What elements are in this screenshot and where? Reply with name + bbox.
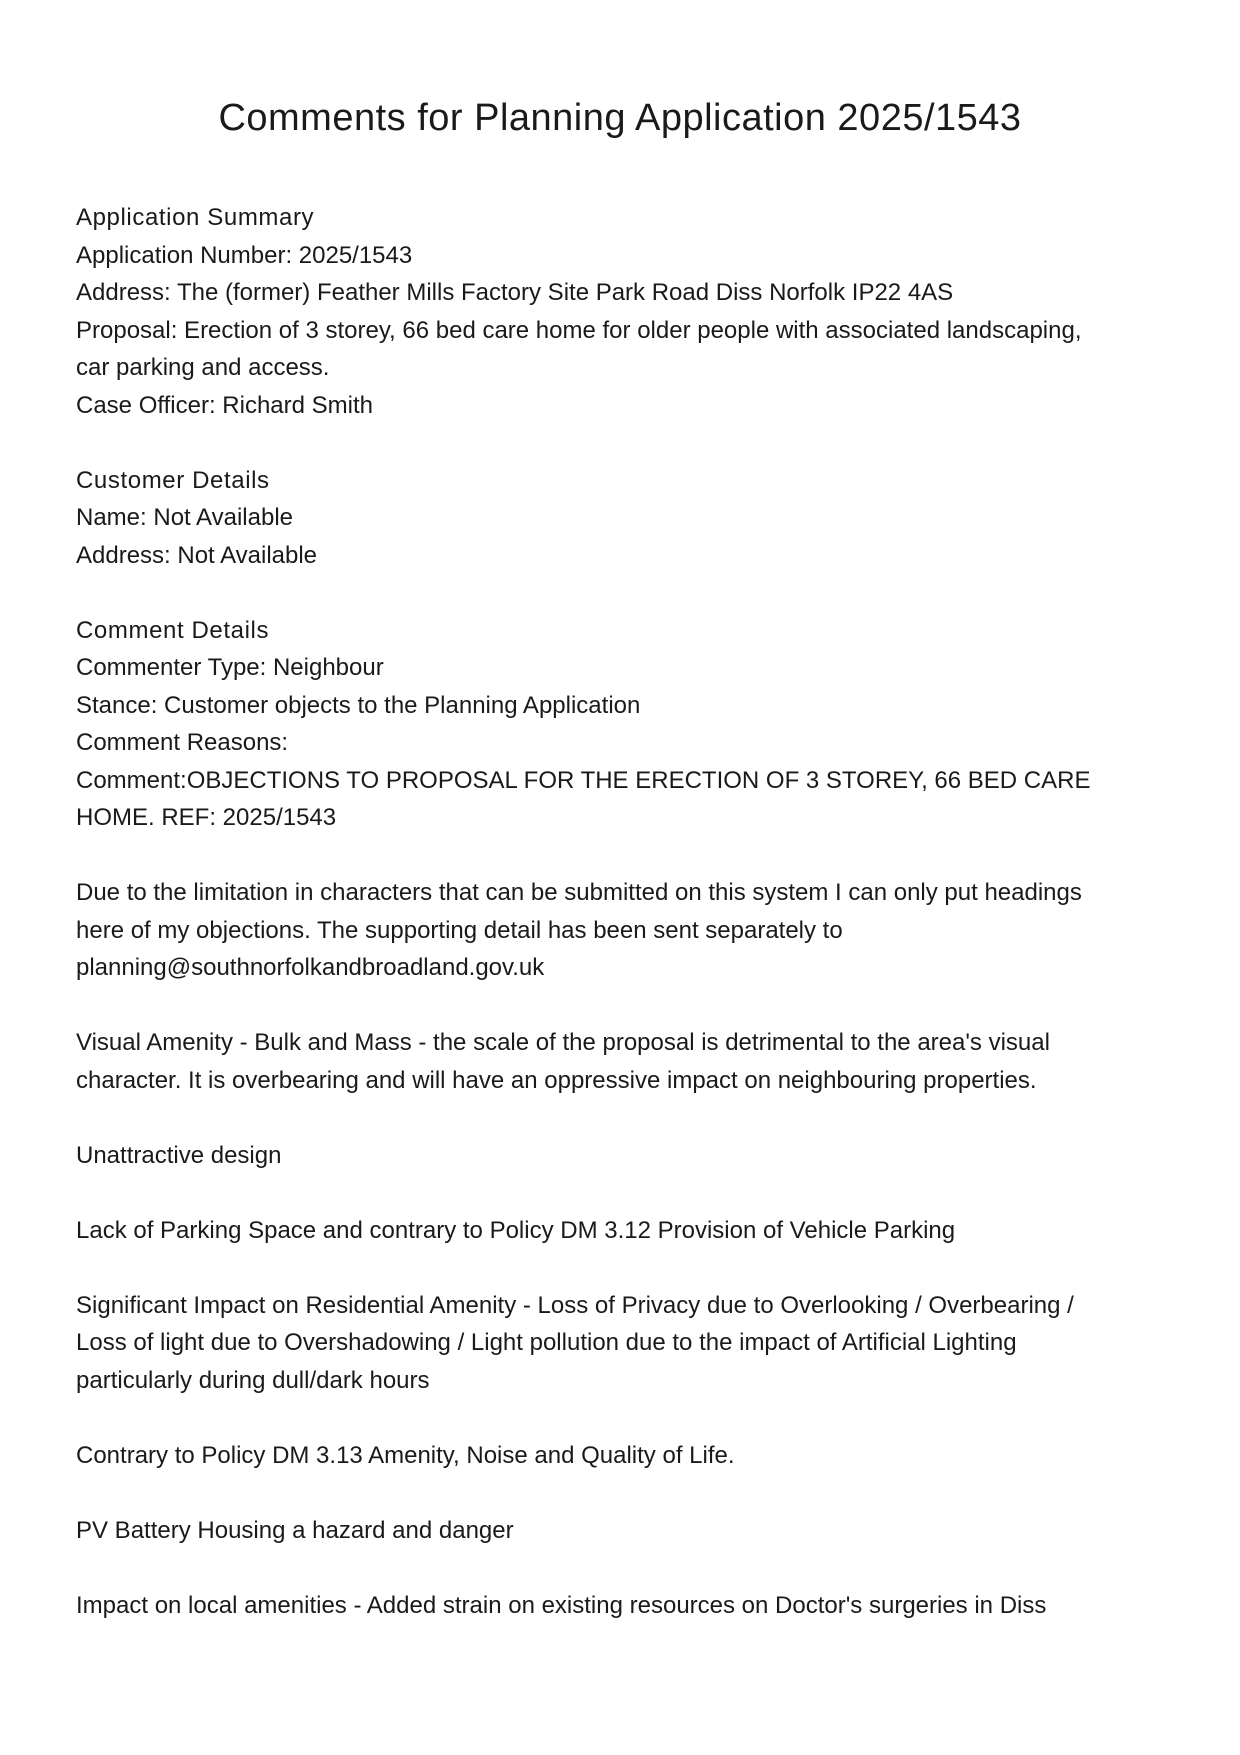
email-address-text: planning@southnorfolkandbroadland.gov.uk [76,954,545,981]
stance: Stance: Customer objects to the Planning Application [76,691,641,719]
case-officer: Case Officer: Richard Smith [76,391,373,419]
comment-line-2: HOME. REF: 2025/1543 [76,804,337,831]
paragraph-visual-amenity [76,1024,1176,1099]
comment-details-section [76,612,1176,837]
paragraph-line: character. It is overbearing and will have an oppressive impact on neighbouring properties. [76,1066,1037,1094]
document-body [76,199,1176,1662]
paragraph-line: here of my objections. The supporting detail has been sent separately to [76,916,843,944]
paragraph-line: Visual Amenity - Bulk and Mass - the scale of the proposal is detrimental to the area's visual [76,1029,1050,1056]
section-heading-customer-details: Customer Details [76,466,270,494]
customer-address: Address: Not Available [76,541,318,569]
paragraph-design [76,1137,1176,1175]
comment-line-1: Comment:OBJECTIONS TO PROPOSAL FOR THE ERECTION OF 3 STOREY, 66 BED CARE [76,766,1091,794]
paragraph-line: Lack of Parking Space and contrary to Policy DM 3.12 Provision of Vehicle Parking [76,1216,956,1244]
paragraph-local-amenities [76,1587,1176,1625]
paragraph-policy-dm313 [76,1437,1176,1475]
application-number: Application Number: 2025/1543 [76,241,413,269]
paragraph-line: Impact on local amenities - Added strain on existing resources on Doctor's surgeries in Diss [76,1591,1047,1619]
paragraph-line: Significant Impact on Residential Amenity - Loss of Privacy due to Overlooking / Overbearing / [76,1291,1074,1319]
paragraph-line: PV Battery Housing a hazard and danger [76,1516,514,1544]
paragraph-limitation [76,874,1176,987]
paragraph-line: Loss of light due to Overshadowing / Light pollution due to the impact of Artificial Lighting [76,1329,1017,1356]
section-heading-comment-details: Comment Details [76,616,270,644]
paragraph-line: Contrary to Policy DM 3.13 Amenity, Noise and Quality of Life. [76,1441,735,1469]
customer-name: Name: Not Available [76,504,294,531]
paragraph-pv-battery [76,1512,1176,1550]
application-address: Address: The (former) Feather Mills Factory Site Park Road Diss Norfolk IP22 4AS [76,279,954,306]
paragraph-line: Unattractive design [76,1141,282,1169]
application-summary-section [76,199,1176,424]
commenter-type: Commenter Type: Neighbour [76,654,384,681]
paragraph-residential-amenity [76,1287,1176,1400]
proposal-line-2: car parking and access. [76,354,330,381]
section-heading-application-summary: Application Summary [76,204,315,231]
comment-reasons: Comment Reasons: [76,729,289,756]
paragraph-line: Due to the limitation in characters that can be submitted on this system I can only put headings [76,879,1082,906]
proposal-line-1: Proposal: Erection of 3 storey, 66 bed care home for older people with associated landscaping, [76,316,1082,344]
paragraph-parking [76,1212,1176,1250]
page-title: Comments for Planning Application 2025/1543 [218,97,1022,139]
customer-details-section [76,462,1176,575]
paragraph-line: particularly during dull/dark hours [76,1366,430,1394]
